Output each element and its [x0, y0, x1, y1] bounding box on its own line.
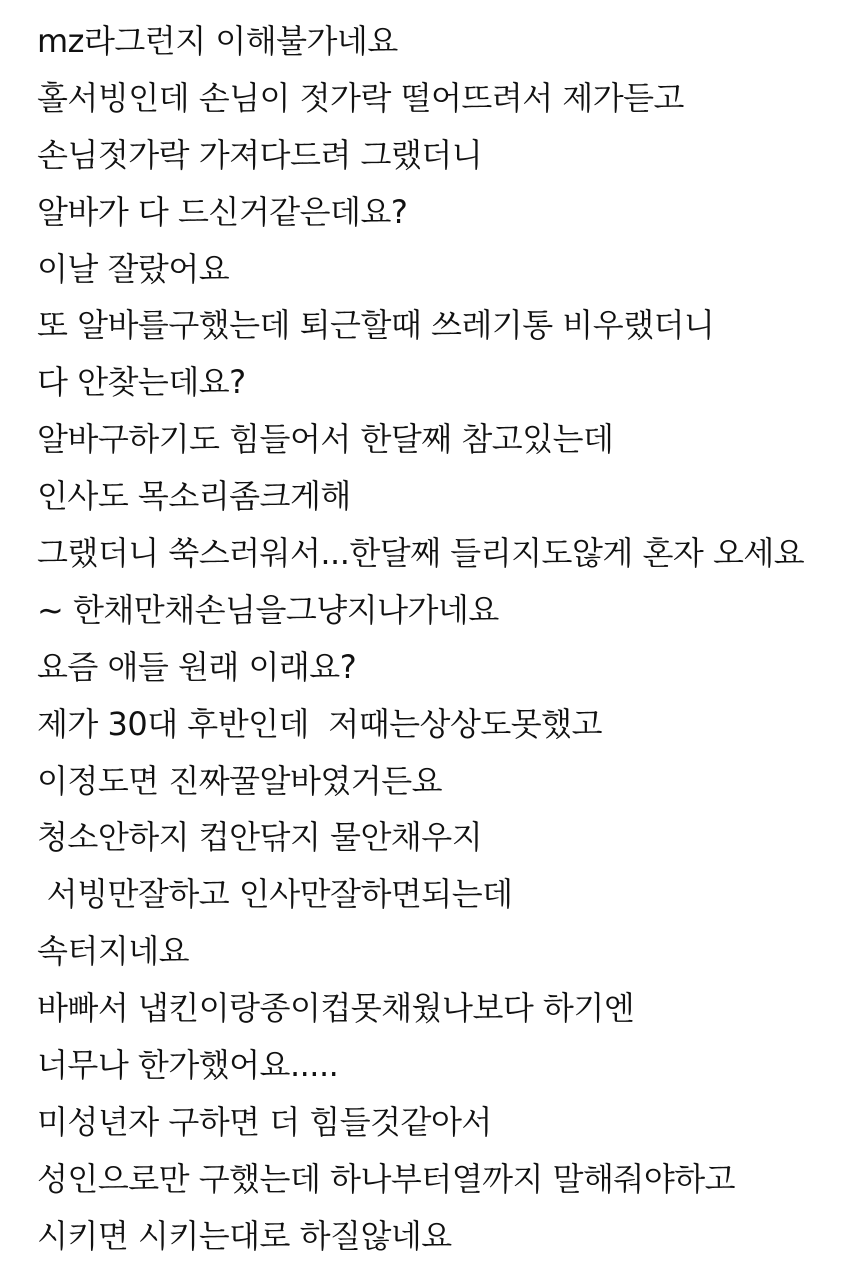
post-line-9: 인사도 목소리좀크게해 — [37, 477, 351, 516]
post-line-19: 너무나 한가했어요..... — [37, 1046, 339, 1085]
post-line-4: 알바가 다 드신거같은데요? — [37, 192, 408, 231]
post-line-13: 제가 30대 후반인데 저때는상상도못했고 — [37, 704, 602, 743]
post-line-22: 시키면 시키는대로 하질않네요 — [37, 1216, 452, 1255]
post-line-17: 속터지네요 — [37, 932, 190, 971]
post-line-14: 이정도면 진짜꿀알바였거든요 — [37, 761, 443, 800]
post-line-10: 그랬더니 쑥스러워서...한달째 들리지도않게 혼자 오세요 — [37, 534, 805, 573]
post-line-5: 이날 잘랐어요 — [37, 249, 230, 288]
post-line-15: 청소안하지 컵안닦지 물안채우지 — [37, 818, 483, 857]
post-line-20: 미성년자 구하면 더 힘들것같아서 — [37, 1102, 492, 1141]
post-body — [37, 18, 837, 1270]
post-line-16: 서빙만잘하고 인사만잘하면되는데 — [37, 875, 513, 914]
post-line-21: 성인으로만 구했는데 하나부터열까지 말해줘야하고 — [37, 1159, 736, 1198]
post-line-8: 알바구하기도 힘들어서 한달째 참고있는데 — [37, 420, 614, 459]
post-line-18: 바빠서 냅킨이랑종이컵못채웠나보다 하기엔 — [37, 989, 635, 1028]
post-line-7: 다 안찾는데요? — [37, 363, 246, 402]
post-line-2: 홀서빙인데 손님이 젓가락 떨어뜨려서 제가듣고 — [37, 78, 684, 117]
post-line-6: 또 알바를구했는데 퇴근할때 쓰레기통 비우랬더니 — [37, 306, 715, 345]
post-line-12: 요즘 애들 원래 이래요? — [37, 647, 357, 686]
post-line-11: ~ 한채만채손님을그냥지나가네요 — [37, 590, 499, 629]
post-line-1: mz라그런지 이해불가네요 — [37, 22, 398, 60]
post-line-3: 손님젓가락 가져다드려 그랬더니 — [37, 135, 483, 174]
